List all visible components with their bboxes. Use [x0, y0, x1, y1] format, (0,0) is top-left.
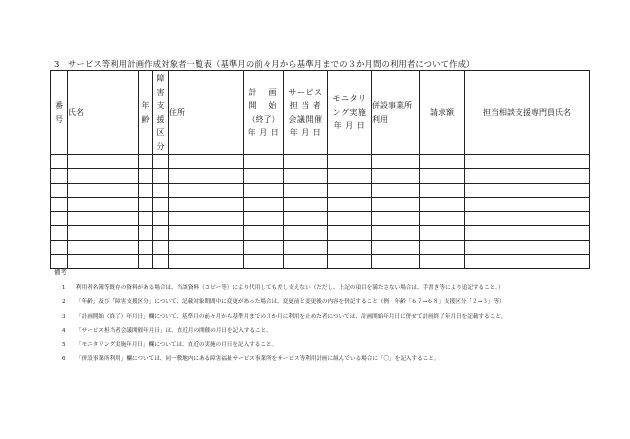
table-row [51, 226, 590, 240]
note-text: 「年齢」及び「障害支援区分」について、記載対象期間中に変更があった場合は、変更前と変更後の内容を併記すること（例 年齢「６７→６８」支援区分「２→３」等） [76, 299, 505, 305]
notes-label: 備考 [54, 268, 67, 276]
header-meeting-line: 担 当 者 [289, 101, 322, 110]
table-cell [284, 169, 328, 183]
header-disability-class [153, 71, 169, 155]
table-cell [153, 255, 169, 269]
header-plan-start [244, 71, 284, 155]
table-cell [153, 240, 169, 254]
header-disability-char: 障 [156, 74, 165, 83]
table-cell [244, 226, 284, 240]
table-cell [51, 155, 68, 169]
note-text: 「併設事業所利用」欄については、同一敷地内にある障害福祉サービス事業所をサービス等利用計画に組んでいる場合に「〇」を記入すること。 [76, 356, 440, 362]
note-number: 4 [62, 328, 66, 334]
table-cell [372, 197, 420, 211]
note-number: 3 [62, 314, 66, 320]
header-disability-char: 支 [156, 101, 165, 110]
table-cell [51, 226, 68, 240]
header-age-char: 年 [141, 101, 150, 110]
header-disability-char: 分 [156, 141, 165, 151]
table-cell [284, 155, 328, 169]
table-cell [153, 155, 169, 169]
header-disability-char: 援 [156, 114, 165, 124]
table-cell [244, 240, 284, 254]
header-meeting-line: 会議開催 [288, 114, 323, 124]
table-cell [68, 183, 139, 197]
table-cell [153, 169, 169, 183]
header-disability-char: 区 [156, 128, 165, 137]
table-cell [169, 255, 244, 269]
header-meeting-line: サービス [288, 87, 323, 97]
header-monitoring-line: モニタリ [332, 94, 367, 104]
table-title: 3 サービス等利用計画作成対象者一覧表（基準月の前々月から基準月までの３か月間の利用者について作成） [54, 59, 475, 69]
header-age-char: 齢 [141, 114, 150, 124]
header-facility-line: 併設事業所 [372, 101, 412, 110]
table-cell [420, 197, 465, 211]
header-meeting-line: 年 月 日 [289, 128, 322, 137]
header-specialist: 担当相談支援専門員氏名 [465, 71, 590, 155]
note-text: 利用者名簿等既存の資料がある場合は、当該資料（コピー等）により代用しても差し支えない（ただし、上記の項目を満たさない場合は、手書き等により追記すること。） [76, 285, 504, 291]
table-cell [328, 183, 372, 197]
table-cell [465, 155, 590, 169]
table-cell [328, 226, 372, 240]
table-cell [153, 197, 169, 211]
table-cell [328, 255, 372, 269]
table-cell [169, 212, 244, 226]
header-row [51, 71, 590, 155]
target-user-table [50, 70, 590, 269]
table-cell [465, 169, 590, 183]
table-cell [328, 240, 372, 254]
note-item [62, 312, 506, 320]
table-row [51, 255, 590, 269]
table-cell [169, 197, 244, 211]
table-cell [169, 155, 244, 169]
table-cell [420, 226, 465, 240]
header-disability-char: 害 [156, 87, 165, 97]
header-billing: 請求額 [420, 71, 465, 155]
table-cell [465, 240, 590, 254]
table-cell [68, 255, 139, 269]
table-cell [372, 183, 420, 197]
table-row [51, 155, 590, 169]
table-cell [139, 197, 153, 211]
table-row [51, 197, 590, 211]
header-age [139, 71, 153, 155]
table-cell [372, 255, 420, 269]
table-cell [153, 212, 169, 226]
table-cell [68, 197, 139, 211]
note-item [62, 340, 277, 348]
table-cell [68, 240, 139, 254]
note-text: 「モニタリング実施年月日」欄については、直近の実施の月日を記入すること。 [76, 342, 278, 348]
table-cell [465, 183, 590, 197]
note-item [62, 326, 272, 334]
table-cell [328, 155, 372, 169]
note-item [62, 297, 505, 305]
note-number: 5 [62, 342, 66, 348]
table-cell [68, 212, 139, 226]
header-plan-start-line: 開 始 [248, 101, 279, 110]
table-cell [284, 197, 328, 211]
table-cell [420, 183, 465, 197]
table-body [51, 155, 590, 269]
header-monitoring-line: 年 月 日 [333, 121, 366, 131]
table-cell [420, 212, 465, 226]
table-cell [372, 212, 420, 226]
table-cell [139, 240, 153, 254]
header-meeting [284, 71, 328, 155]
table-cell [465, 226, 590, 240]
header-address: 住所 [169, 71, 244, 155]
table-cell [139, 255, 153, 269]
header-number-char: 号 [55, 114, 63, 124]
note-number: 2 [62, 299, 66, 305]
table-cell [284, 240, 328, 254]
table-cell [244, 155, 284, 169]
table-cell [139, 169, 153, 183]
table-cell [244, 183, 284, 197]
header-number [51, 71, 68, 155]
table-cell [420, 155, 465, 169]
table-cell [284, 212, 328, 226]
note-text: 「サービス担当者会議開催年月日」は、直近月の開催の月日を記入すること。 [76, 328, 272, 334]
header-facility-line: 利用 [372, 114, 388, 124]
table-cell [465, 197, 590, 211]
note-item [62, 283, 504, 291]
note-text: 「計画開始（終了）年月日」欄について、基準月の前々月から基準月までの３か月に利用を止めた者については、計画開始年月日に併せて計画終了年月日を記載すること。 [76, 314, 507, 320]
table-cell [153, 226, 169, 240]
table-cell [51, 240, 68, 254]
table-cell [328, 212, 372, 226]
table-cell [244, 212, 284, 226]
table-cell [169, 240, 244, 254]
header-name: 氏名 [68, 71, 139, 155]
header-facility [372, 71, 420, 155]
table-cell [372, 169, 420, 183]
table-cell [51, 212, 68, 226]
note-number: 6 [62, 356, 66, 362]
table-cell [51, 169, 68, 183]
table-row [51, 169, 590, 183]
table-cell [465, 212, 590, 226]
table-cell [465, 255, 590, 269]
table-cell [328, 169, 372, 183]
table-cell [244, 255, 284, 269]
table-cell [68, 169, 139, 183]
table-cell [284, 183, 328, 197]
table-cell [284, 255, 328, 269]
table-cell [244, 169, 284, 183]
table-cell [139, 183, 153, 197]
header-plan-start-line: 計 画 [248, 87, 279, 97]
header-plan-start-line: 年 月 日 [247, 128, 280, 137]
table-cell [328, 197, 372, 211]
table-cell [169, 226, 244, 240]
table-cell [372, 226, 420, 240]
table-cell [139, 226, 153, 240]
table-cell [51, 183, 68, 197]
table-cell [68, 226, 139, 240]
table-cell [420, 255, 465, 269]
table-cell [139, 212, 153, 226]
header-plan-start-line: （終了） [247, 114, 280, 124]
header-monitoring [328, 71, 372, 155]
table-cell [153, 183, 169, 197]
table-cell [420, 240, 465, 254]
table-cell [244, 197, 284, 211]
note-number: 1 [62, 285, 66, 291]
table-cell [372, 155, 420, 169]
table-row [51, 240, 590, 254]
table-cell [51, 197, 68, 211]
table-cell [284, 226, 328, 240]
table-cell [139, 155, 153, 169]
header-number-char: 番 [55, 101, 63, 110]
table-cell [169, 169, 244, 183]
table-row [51, 212, 590, 226]
table-cell [169, 183, 244, 197]
table-row [51, 183, 590, 197]
table-cell [372, 240, 420, 254]
header-monitoring-line: ング実施 [332, 107, 367, 117]
table-cell [68, 155, 139, 169]
note-item [62, 354, 439, 362]
table-cell [420, 169, 465, 183]
